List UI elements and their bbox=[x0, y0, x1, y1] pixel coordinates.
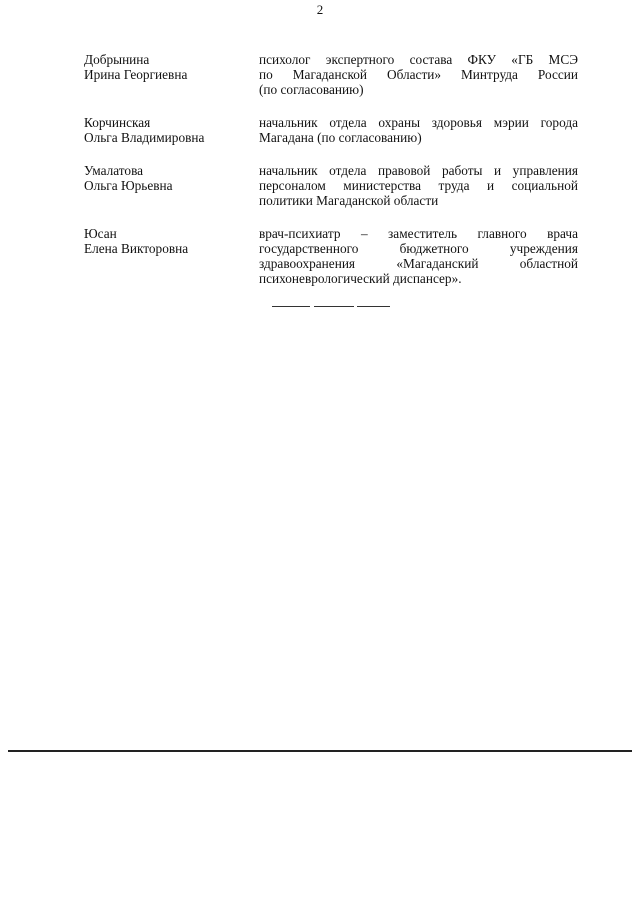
member-given-names: Ольга Владимировна bbox=[84, 129, 205, 145]
role-line: персоналом министерства труда и социальной bbox=[259, 178, 578, 194]
member-given-names: Елена Викторовна bbox=[84, 240, 189, 256]
role-line: психолог экспертного состава ФКУ «ГБ МСЭ bbox=[259, 52, 578, 67]
member-name bbox=[84, 115, 259, 145]
member-role bbox=[259, 163, 578, 209]
member-role bbox=[259, 52, 578, 98]
member-surname: Умалатова bbox=[84, 163, 144, 179]
member-name bbox=[84, 226, 259, 256]
member-row bbox=[84, 115, 578, 145]
member-surname: Добрынина bbox=[84, 52, 150, 67]
member-row bbox=[84, 226, 578, 287]
member-name bbox=[84, 52, 259, 82]
role-line: (по согласованию) bbox=[259, 82, 364, 98]
end-of-list-rule bbox=[272, 306, 390, 307]
role-line: врач-психиатр – заместитель главного врача bbox=[259, 225, 578, 241]
member-role bbox=[259, 226, 578, 287]
role-line: начальник отдела правовой работы и управления bbox=[259, 163, 578, 179]
member-name bbox=[84, 163, 259, 193]
member-role bbox=[259, 115, 578, 145]
commission-member-list bbox=[84, 52, 578, 286]
footer-rule bbox=[8, 750, 632, 752]
member-surname: Юсан bbox=[84, 225, 117, 241]
member-row bbox=[84, 163, 578, 209]
member-given-names: Ирина Георгиевна bbox=[84, 67, 188, 83]
page-number: 2 bbox=[316, 2, 324, 17]
role-line: государственного бюджетного учреждения bbox=[259, 240, 578, 256]
role-line: начальник отдела охраны здоровья мэрии города bbox=[259, 114, 578, 130]
role-line: здравоохранения «Магаданский областной bbox=[259, 256, 578, 272]
role-line: политики Магаданской области bbox=[259, 193, 439, 209]
member-row bbox=[84, 52, 578, 98]
member-given-names: Ольга Юрьевна bbox=[84, 178, 173, 194]
role-line: по Магаданской Области» Минтруда России bbox=[259, 67, 578, 83]
member-surname: Корчинская bbox=[84, 114, 151, 130]
role-line: психоневрологический диспансер». bbox=[259, 271, 462, 287]
role-line: Магадана (по согласованию) bbox=[259, 129, 422, 145]
